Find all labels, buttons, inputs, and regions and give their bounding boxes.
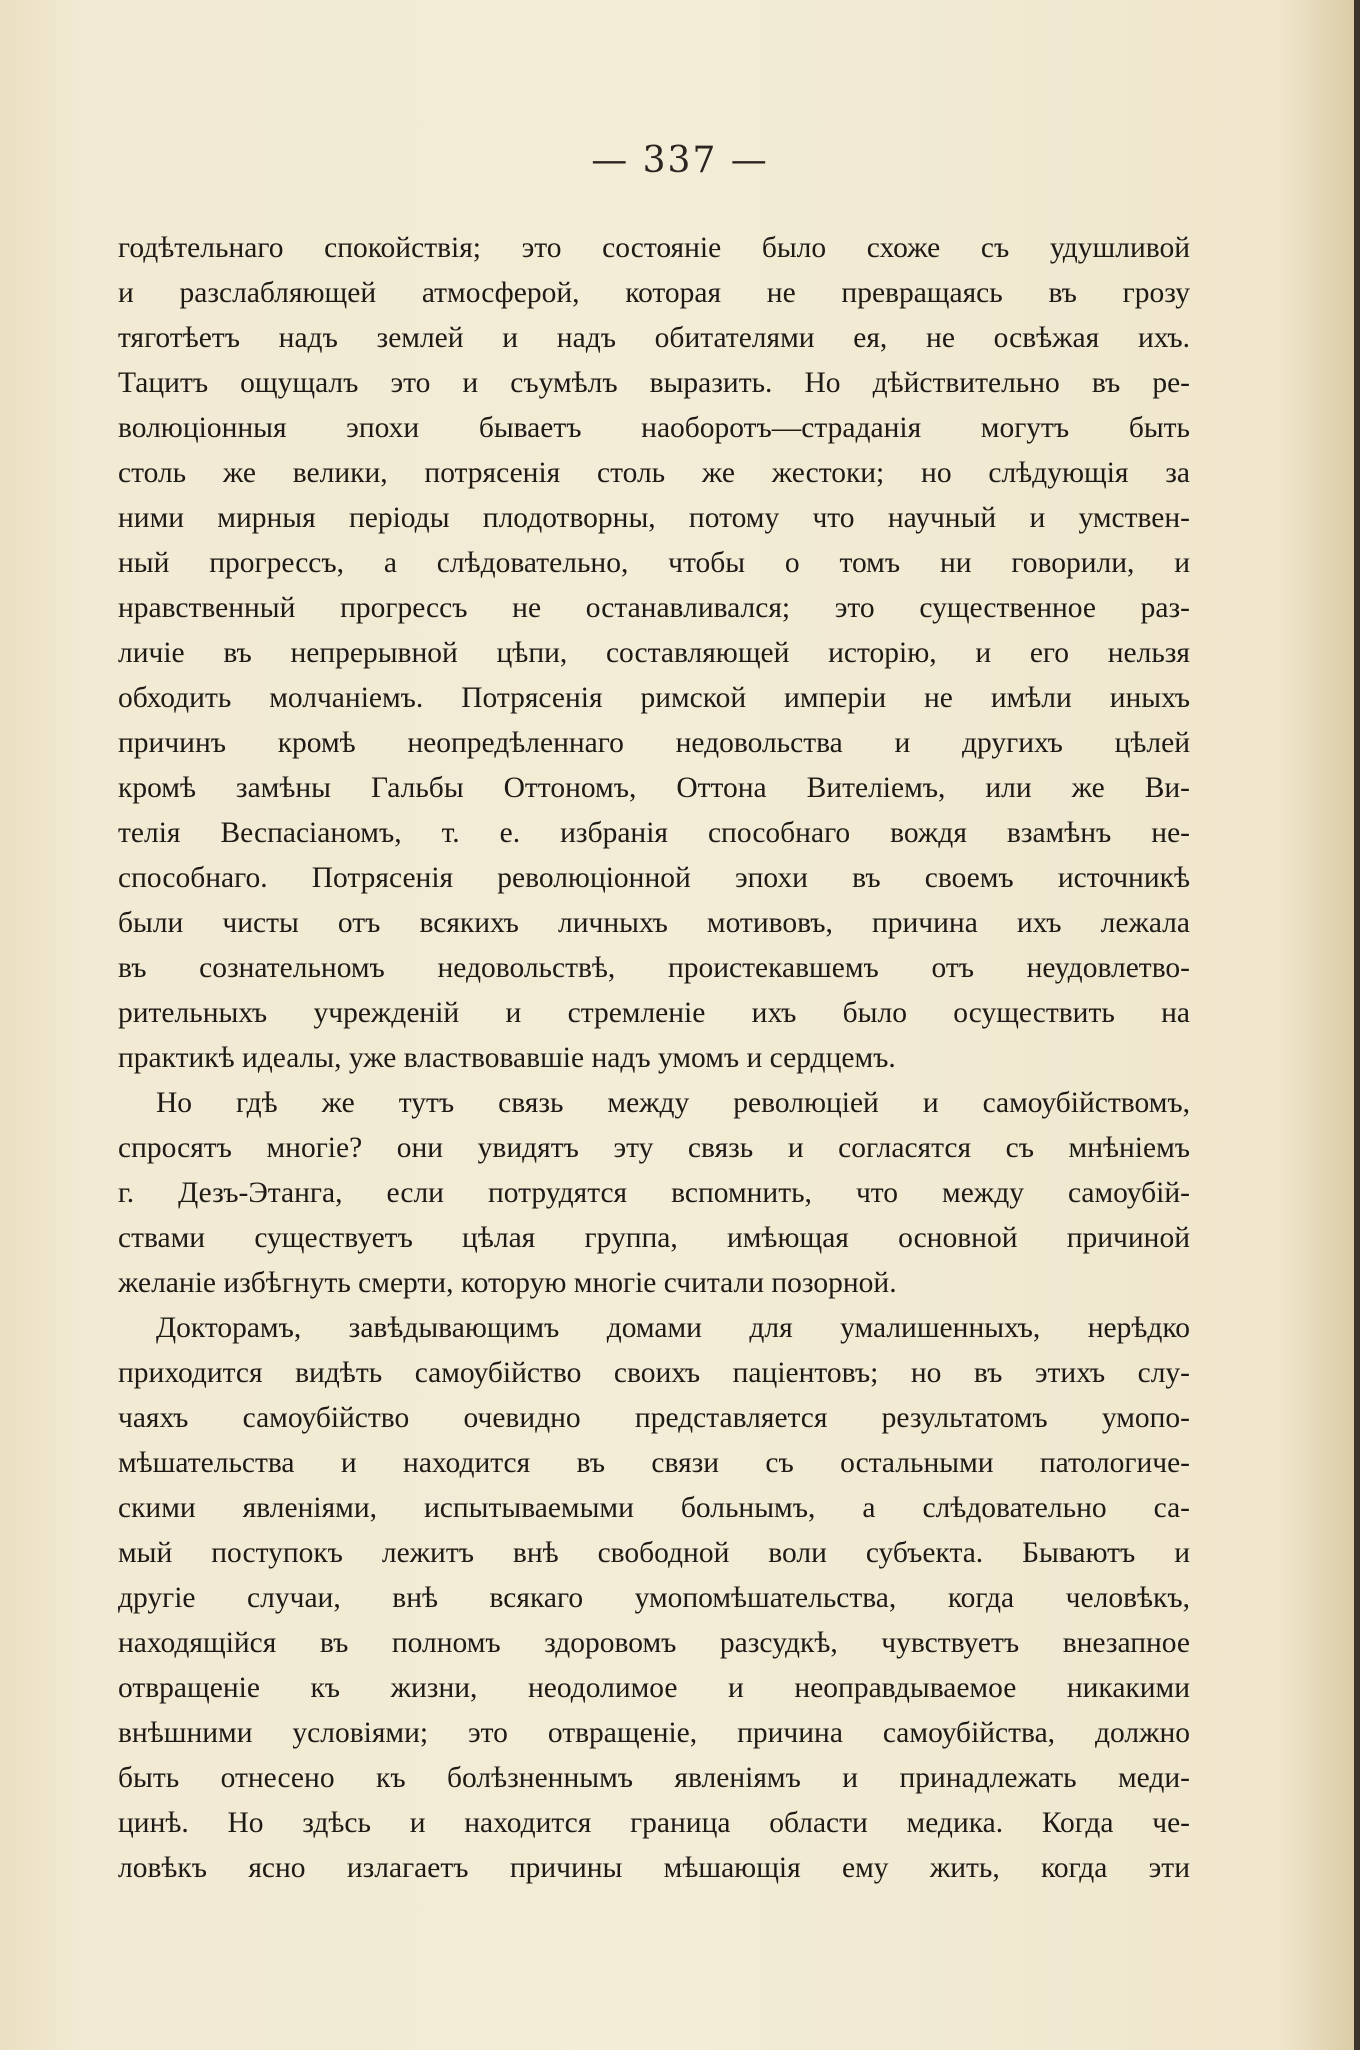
- body-text: [118, 226, 1190, 1891]
- text-line: желаніе избѣгнуть смерти, которую многіе считали позорной.: [118, 1267, 897, 1299]
- page-number: — 337 —: [591, 140, 769, 181]
- text-line: годѣтельнаго спокойствія; это состояніе было схоже съ удушливой: [118, 232, 1190, 264]
- text-line: столь же велики, потрясенія столь же жестоки; но слѣдующія за: [118, 457, 1190, 489]
- text-line: нравственный прогрессъ не останавливался; это существенное раз-: [118, 592, 1190, 624]
- text-line: спросятъ многіе? они увидятъ эту связь и согласятся съ мнѣніемъ: [118, 1132, 1190, 1164]
- text-line: мый поступокъ лежитъ внѣ свободной воли субъекта. Бываютъ и: [118, 1537, 1190, 1569]
- text-line: ними мирныя періоды плодотворны, потому что научный и умствен-: [118, 502, 1190, 534]
- text-line: внѣшними условіями; это отвращеніе, причина самоубійства, должно: [118, 1717, 1190, 1749]
- text-line: скими явленіями, испытываемыми больнымъ, а слѣдовательно са-: [118, 1492, 1190, 1524]
- text-line: приходится видѣть самоубійство своихъ паціентовъ; но въ этихъ слу-: [118, 1357, 1190, 1389]
- text-line: ловѣкъ ясно излагаетъ причины мѣшающія ему жить, когда эти: [118, 1852, 1190, 1884]
- text-line: Но гдѣ же тутъ связь между революціей и самоубійствомъ,: [156, 1087, 1190, 1119]
- text-line: рительныхъ учрежденій и стремленіе ихъ было осуществить на: [118, 997, 1190, 1029]
- text-line: чаяхъ самоубійство очевидно представляется результатомъ умопо-: [118, 1402, 1190, 1434]
- text-line: быть отнесено къ болѣзненнымъ явленіямъ и принадлежать меди-: [118, 1762, 1190, 1794]
- text-line: и разслабляющей атмосферой, которая не превращаясь въ грозу: [118, 277, 1190, 309]
- text-line: мѣшательства и находится въ связи съ остальными патологиче-: [118, 1447, 1190, 1479]
- text-line: Тацитъ ощущалъ это и съумѣлъ выразить. Но дѣйствительно въ ре-: [118, 367, 1190, 399]
- text-line: личіе въ непрерывной цѣпи, составляющей исторію, и его нельзя: [118, 637, 1190, 669]
- text-line: телія Веспасіаномъ, т. е. избранія способнаго вождя взамѣнъ не-: [118, 817, 1190, 849]
- text-line: волюціонныя эпохи бываетъ наоборотъ—страданія могутъ быть: [118, 412, 1190, 444]
- text-line: ный прогрессъ, а слѣдовательно, чтобы о томъ ни говорили, и: [118, 547, 1190, 579]
- text-line: были чисты отъ всякихъ личныхъ мотивовъ, причина ихъ лежала: [118, 907, 1190, 939]
- text-line: обходить молчаніемъ. Потрясенія римской имперіи не имѣли иныхъ: [118, 682, 1190, 714]
- text-line: находящійся въ полномъ здоровомъ разсудкѣ, чувствуетъ внезапное: [118, 1627, 1190, 1659]
- text-line: причинъ кромѣ неопредѣленнаго недовольства и другихъ цѣлей: [118, 727, 1190, 759]
- text-line: цинѣ. Но здѣсь и находится граница области медика. Когда че-: [118, 1807, 1190, 1839]
- text-line: кромѣ замѣны Гальбы Оттономъ, Оттона Вителіемъ, или же Ви-: [118, 772, 1190, 804]
- text-line: въ сознательномъ недовольствѣ, проистекавшемъ отъ неудовлетво-: [118, 952, 1190, 984]
- text-line: способнаго. Потрясенія революціонной эпохи въ своемъ источникѣ: [118, 862, 1190, 894]
- text-line: Докторамъ, завѣдывающимъ домами для умалишенныхъ, нерѣдко: [156, 1312, 1190, 1344]
- text-line: г. Дезъ-Этанга, если потрудятся вспомнить, что между самоубій-: [118, 1177, 1190, 1209]
- text-line: другіе случаи, внѣ всякаго умопомѣшательства, когда человѣкъ,: [118, 1582, 1190, 1614]
- page-edge-shadow: [1354, 0, 1360, 2050]
- text-line: отвращеніе къ жизни, неодолимое и неоправдываемое никакими: [118, 1672, 1190, 1704]
- text-line: тяготѣетъ надъ землей и надъ обитателями ея, не освѣжая ихъ.: [118, 322, 1190, 354]
- text-line: практикѣ идеалы, уже властвовавшіе надъ умомъ и сердцемъ.: [118, 1042, 896, 1074]
- text-line: ствами существуетъ цѣлая группа, имѣющая основной причиной: [118, 1222, 1190, 1254]
